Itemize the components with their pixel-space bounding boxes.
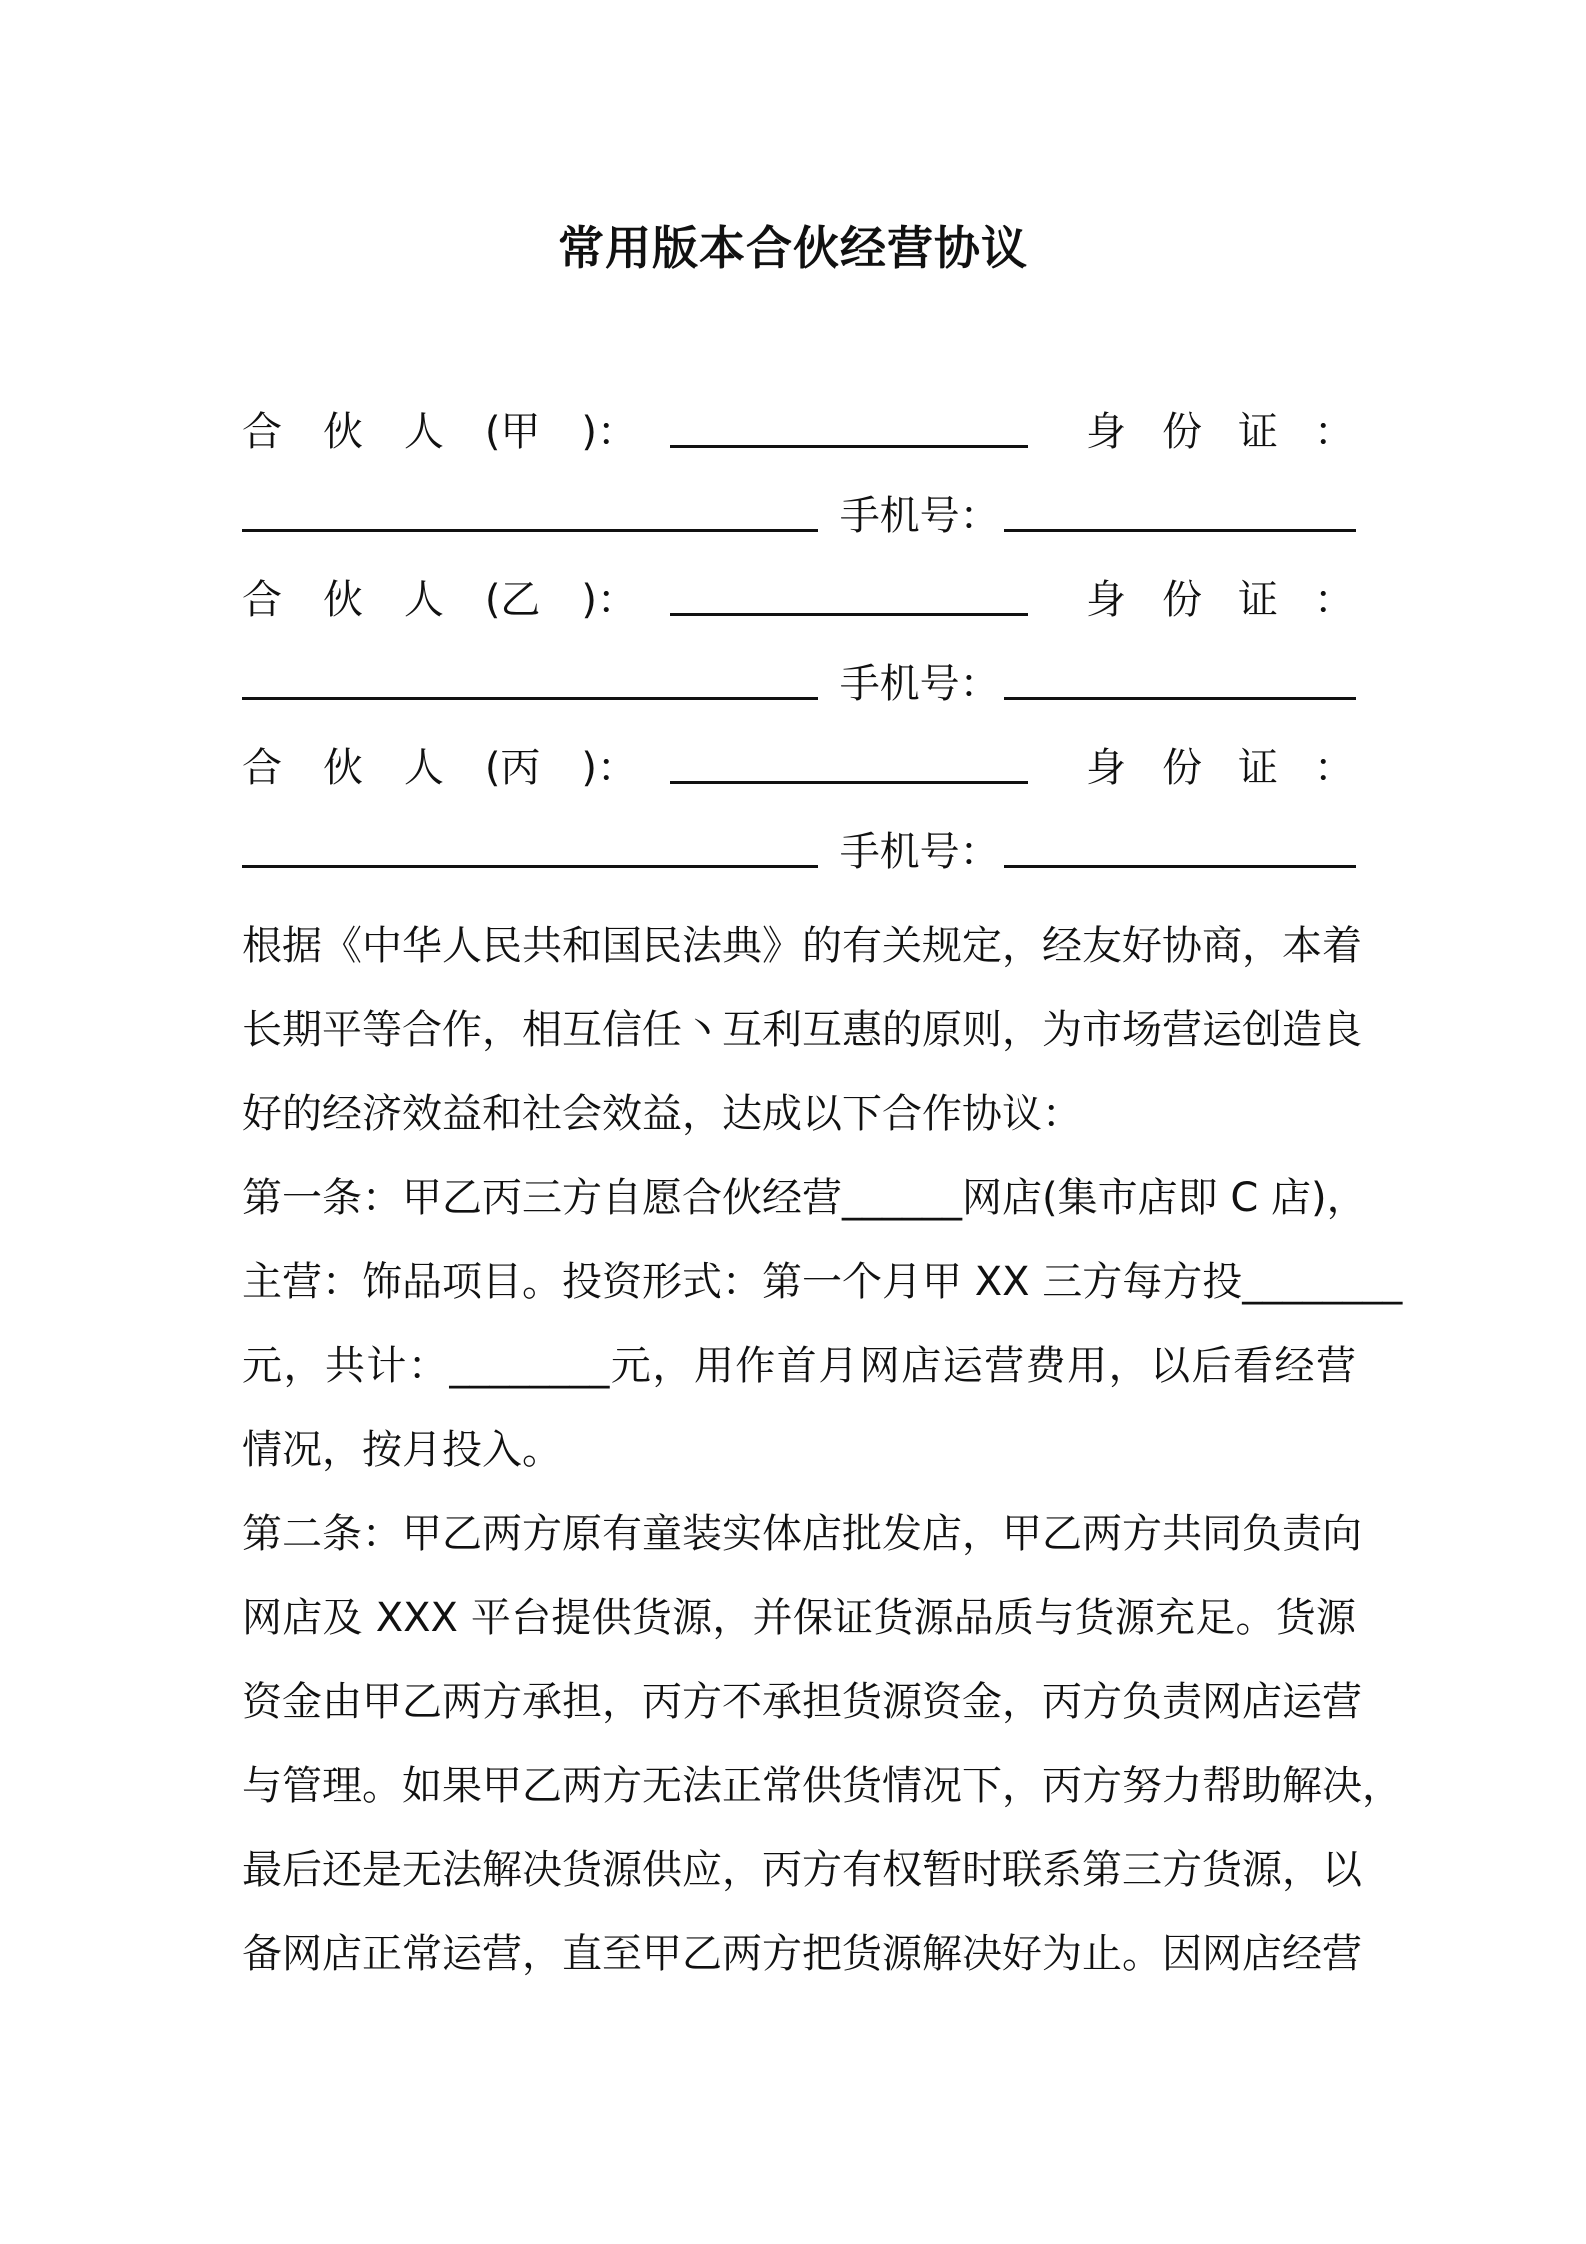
party-c-label: 合 伙 人 (丙 )： (242, 745, 637, 791)
document-title: 常用版本合伙经营协议 (558, 221, 1028, 275)
party-b-id-blank[interactable] (242, 663, 818, 700)
party-a-id-label: 身 份 证 ： (1086, 409, 1354, 455)
party-c-phone-row (242, 824, 1356, 880)
party-a-name-blank[interactable] (670, 411, 1028, 448)
party-c-phone-label: 手机号： (839, 829, 1000, 875)
body-line: 第一条：甲乙丙三方自愿合伙经营______网店(集市店即 C 店)， (242, 1175, 1367, 1221)
party-b-phone-blank[interactable] (1004, 663, 1356, 700)
party-b-phone-label: 手机号： (839, 661, 1000, 707)
body-line: 与管理。如果甲乙两方无法正常供货情况下，丙方努力帮助解决， (242, 1763, 1402, 1809)
body-line: 第二条：甲乙两方原有童装实体店批发店，甲乙两方共同负责向 (242, 1511, 1362, 1557)
body-line: 根据《中华人民共和国民法典》的有关规定，经友好协商，本着 (242, 923, 1362, 969)
party-a-label: 合 伙 人 (甲 )： (242, 409, 637, 455)
body-line: 好的经济效益和社会效益，达成以下合作协议： (242, 1091, 1082, 1137)
body-line: 资金由甲乙两方承担，丙方不承担货源资金，丙方负责网店运营 (242, 1679, 1362, 1725)
body-line: 主营：饰品项目。投资形式：第一个月甲 XX 三方每方投________ (242, 1259, 1403, 1305)
party-b-id-label: 身 份 证 ： (1086, 577, 1354, 623)
party-a-phone-blank[interactable] (1004, 495, 1356, 532)
party-a-id-blank[interactable] (242, 495, 818, 532)
party-a-phone-label: 手机号： (839, 493, 1000, 539)
party-b-label: 合 伙 人 (乙 )： (242, 577, 637, 623)
body-line: 长期平等合作，相互信任丶互利互惠的原则，为市场营运创造良 (242, 1007, 1362, 1053)
body-line: 备网店正常运营，直至甲乙两方把货源解决好为止。因网店经营 (242, 1931, 1362, 1977)
party-c-row (242, 740, 1356, 796)
party-a-row (242, 404, 1356, 460)
party-c-id-label: 身 份 证 ： (1086, 745, 1354, 791)
body-line: 情况，按月投入。 (242, 1427, 562, 1473)
body-line: 元，共计：________元，用作首月网店运营费用，以后看经营 (242, 1343, 1356, 1389)
body-line: 最后还是无法解决货源供应，丙方有权暂时联系第三方货源，以 (242, 1847, 1362, 1893)
party-c-phone-blank[interactable] (1004, 831, 1356, 868)
party-c-id-blank[interactable] (242, 831, 818, 868)
party-c-name-blank[interactable] (670, 747, 1028, 784)
party-b-phone-row (242, 656, 1356, 712)
party-b-row (242, 572, 1356, 628)
body-line: 网店及 XXX 平台提供货源，并保证货源品质与货源充足。货源 (242, 1595, 1356, 1641)
party-b-name-blank[interactable] (670, 579, 1028, 616)
party-a-phone-row (242, 488, 1356, 544)
